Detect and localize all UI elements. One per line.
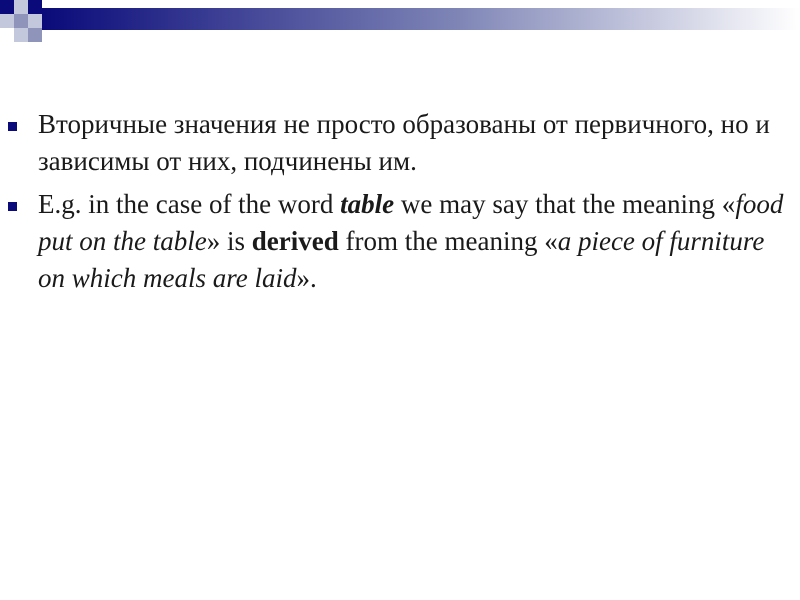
text-segment: E.g. in the case of the word: [38, 189, 341, 219]
derived-meaning-text: food put on the table: [38, 189, 784, 256]
checker-square: [14, 14, 28, 28]
bullet-list: [0, 106, 800, 303]
checker-square: [14, 0, 28, 14]
checker-square: [0, 14, 14, 28]
list-item: [0, 106, 800, 180]
checker-square: [0, 0, 14, 14]
square-bullet-icon: [8, 202, 17, 211]
checker-square: [28, 14, 42, 28]
text-segment: from the meaning «: [338, 226, 558, 256]
emphasized-word-derived: derived: [251, 226, 339, 256]
text-segment: » is: [206, 226, 252, 256]
decorative-header-band: [0, 0, 800, 50]
gradient-bar: [42, 8, 800, 30]
emphasized-word-table: table: [340, 189, 395, 219]
text-segment: we may say that the meaning «: [394, 189, 736, 219]
bullet-text: Вторичные значения не просто образованы от первичного, но и зависимы от них, подчинены им.: [38, 109, 770, 176]
bullet-text: [38, 189, 783, 293]
square-bullet-icon: [8, 122, 17, 131]
primary-meaning-text: a piece of furniture on which meals are laid: [38, 226, 765, 293]
checker-square: [28, 28, 42, 42]
list-item: [0, 186, 800, 297]
text-segment: ».: [296, 263, 317, 293]
checker-square: [28, 0, 42, 14]
header-gradient-graphic: [0, 0, 800, 50]
checker-square: [14, 28, 28, 42]
